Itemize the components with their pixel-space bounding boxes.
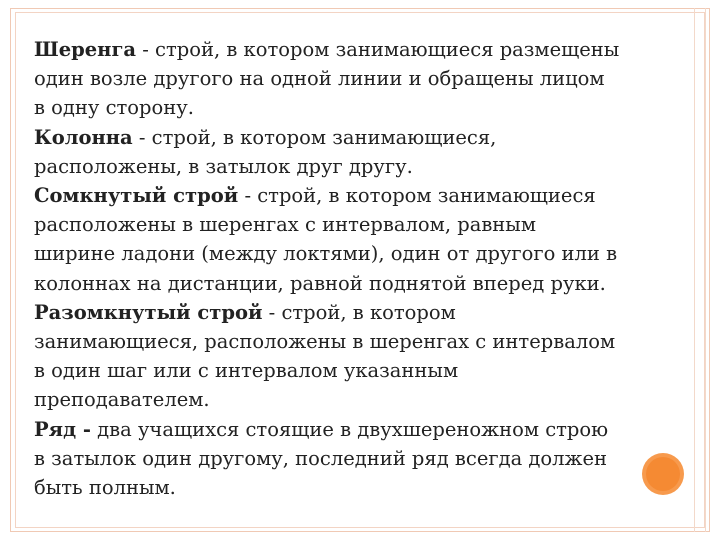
def-ryad-line-3: быть полным. [34, 476, 176, 500]
def-ryad-line-1: два учащихся стоящие в двухшереножном строю [90, 417, 609, 441]
def-kolonna-line-2: расположены, в затылок друг другу. [34, 154, 413, 178]
def-razomknutyi-line-2: занимающиеся, расположены в шеренгах с интервалом [34, 330, 616, 354]
def-ryad-line-2: в затылок один другому, последний ряд всегда должен [34, 446, 608, 470]
def-shrenga-line-2: один возле другого на одной линии и обращены лицом [34, 67, 605, 91]
def-somknutyi-line-2: расположены в шеренгах с интервалом, равным [34, 213, 536, 237]
term-somknutyi-stroi: Сомкнутый строй [34, 184, 239, 208]
term-razomknutyi-stroi: Разомкнутый строй [34, 300, 263, 324]
orange-circle-icon [642, 453, 684, 495]
slide-frame-band [694, 8, 706, 532]
def-shrenga-line-3: в одну сторону. [34, 96, 194, 120]
def-razomknutyi-line-4: преподавателем. [34, 388, 210, 412]
def-razomknutyi-line-3: в один шаг или с интервалом указанным [34, 359, 459, 383]
def-somknutyi-line-1: - строй, в котором занимающиеся [238, 184, 596, 208]
term-kolonna: Колонна [34, 125, 133, 149]
def-razomknutyi-line-1: - строй, в котором [262, 300, 456, 324]
term-shrenga: Шеренга [34, 38, 137, 61]
def-kolonna-line-1: - строй, в котором занимающиеся, [132, 125, 497, 149]
definitions-text [34, 35, 694, 502]
term-ryad: Ряд - [34, 417, 91, 441]
def-somknutyi-line-3: ширине ладони (между локтями), один от другого или в [34, 242, 618, 266]
def-shrenga-line-1: - строй, в котором занимающиеся размещены [136, 38, 620, 61]
def-somknutyi-line-4: колоннах на дистанции, равной поднятой вперед руки. [34, 271, 606, 295]
